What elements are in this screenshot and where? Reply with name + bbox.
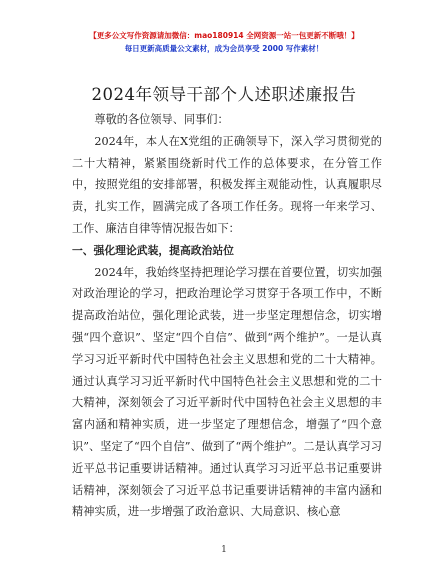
salutation: 尊敬的各位领导、同事们： — [94, 113, 229, 126]
document-title: 2024年领导干部个人述职述廉报告 — [91, 85, 357, 104]
promo-line-membership: 每日更新高质量公文素材，成为会员享受 2000 写作素材！ — [124, 44, 324, 53]
promo-banner — [0, 30, 448, 54]
intro-paragraph: 2024年，本人在X党组的正确领导下，深入学习贯彻党的二十大精神，紧紧围绕新时代工作的总体要求，在分管工作中，按照党组的安排部署，积极发挥主观能动性，认真履职尽责，扎实工作，圆满完成了各项工作任务。现将一年来学习、工作、廉洁自律等情况报告如下： — [72, 134, 382, 235]
document-body — [72, 109, 382, 523]
promo-line-wechat: 【更多公文写作资源请加微信：mao180914 全网资源一站一包更新不断哦！】 — [89, 31, 359, 40]
section-1-heading: 一、强化理论武装，提高政治站位 — [72, 243, 234, 257]
section-1-body: 2024年，我始终坚持把理论学习摆在首要位置，切实加强对政治理论的学习，把政治理论学习贯穿于各项工作中，不断提高政治站位，强化理论武装，进一步坚定理想信念，切实增强“四个意识”、坚定“四个自信”、做到“两个维护”。一是认真学习习近平新时代中国特色社会主义思想和党的二十大精神。通过认真学习习近平新时代中国特色社会主义思想和党的二十大精神，深刻领会了习近平新时代中国特色社会主义思想的丰富内涵和精神实质，进一步坚定了理想信念，增强了“四个意识”、坚定了“四个自信”、做到了“两个维护”。二是认真学习习近平总书记重要讲话精神。通过认真学习习近平总书记重要讲话精神，深刻领会了习近平总书记重要讲话精神的丰富内涵和精神实质，进一步增强了政治意识、大局意识、核心意 — [72, 265, 382, 519]
page-number: 1 — [221, 545, 227, 555]
